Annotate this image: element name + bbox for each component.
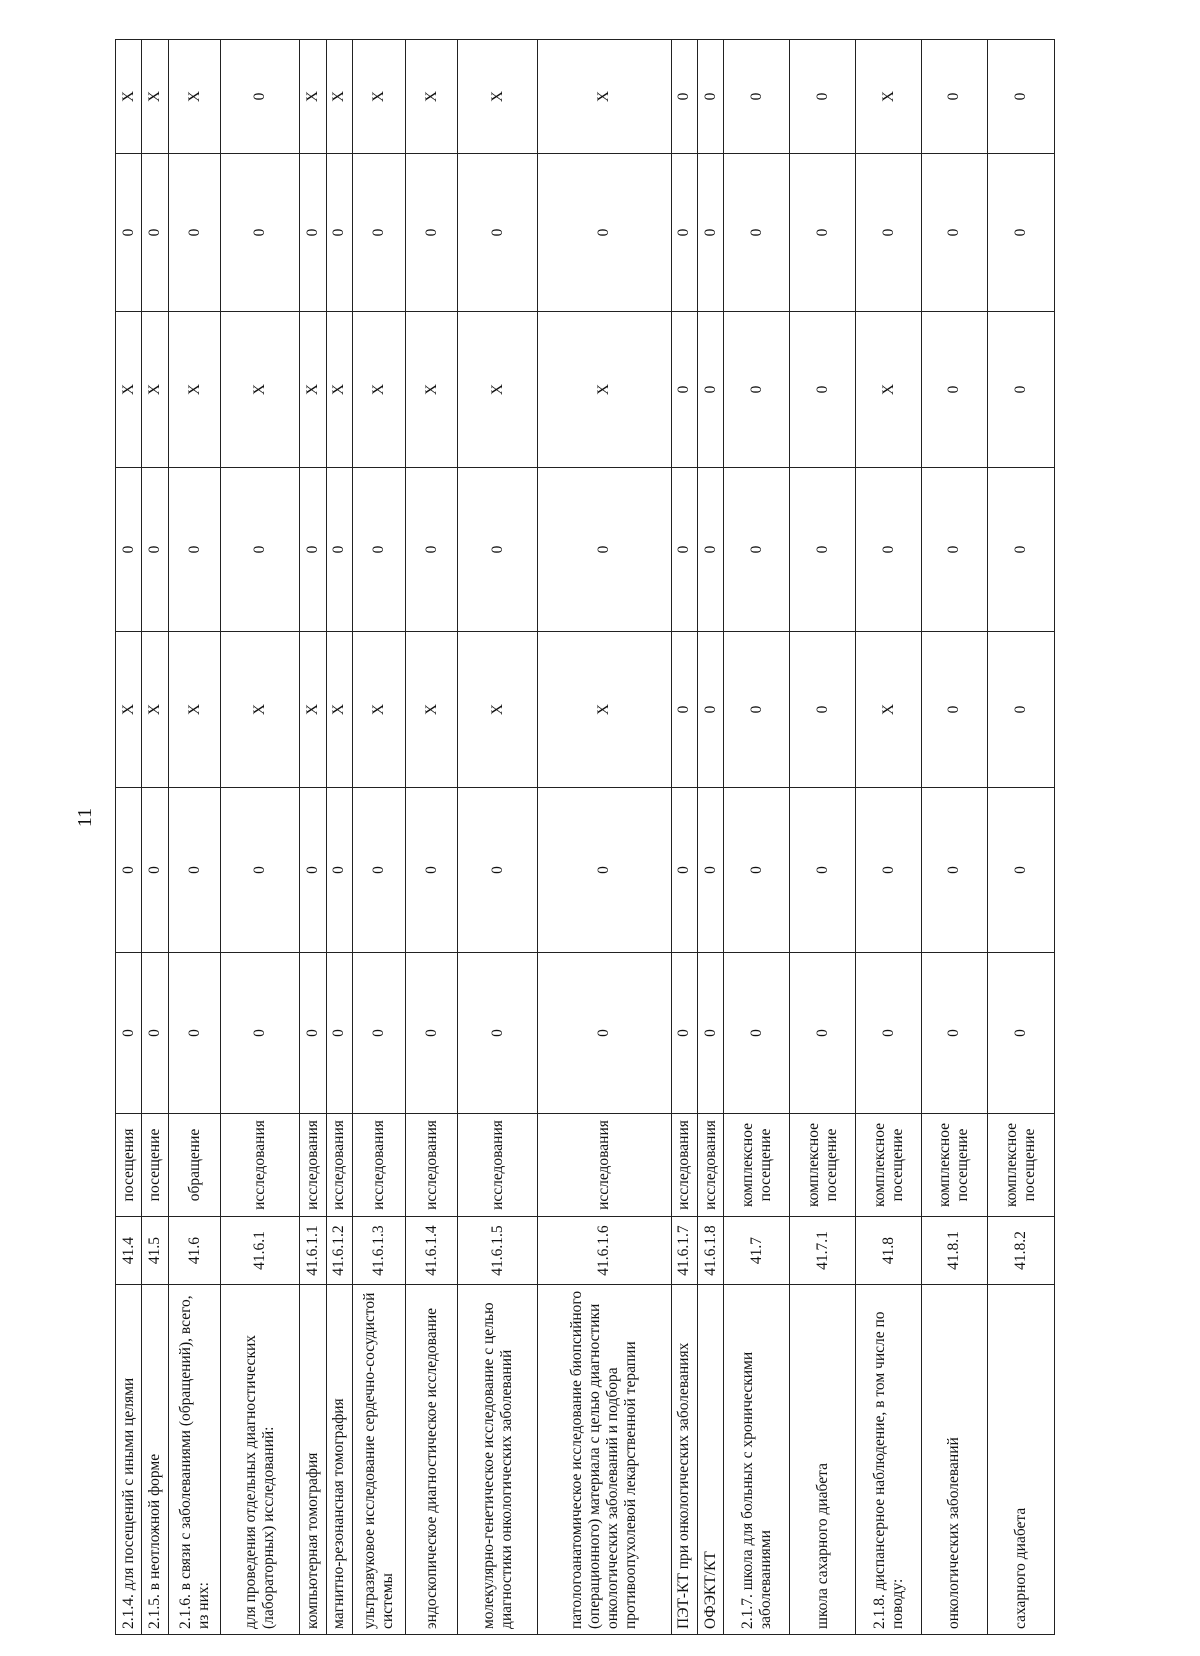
- value-cell: 0: [921, 40, 987, 154]
- value-cell: 0: [300, 788, 326, 953]
- value-cell: 0: [405, 953, 458, 1114]
- table-row: [724, 40, 790, 1635]
- value-cell: X: [221, 312, 300, 468]
- value-cell: 0: [326, 468, 352, 632]
- value-cell: 0: [458, 953, 537, 1114]
- value-cell: 0: [300, 154, 326, 312]
- value-cell: X: [300, 632, 326, 788]
- value-cell: 0: [353, 953, 406, 1114]
- value-cell: 0: [116, 154, 142, 312]
- row-name-cell: ПЭТ-КТ при онкологических заболеваниях: [671, 1285, 697, 1635]
- value-cell: X: [221, 632, 300, 788]
- value-cell: 0: [671, 468, 697, 632]
- table-row: [987, 40, 1054, 1635]
- value-cell: X: [856, 632, 922, 788]
- value-cell: X: [458, 632, 537, 788]
- value-cell: 0: [458, 788, 537, 953]
- value-cell: 0: [300, 468, 326, 632]
- value-cell: X: [326, 632, 352, 788]
- value-cell: X: [458, 40, 537, 154]
- row-code-cell: 41.8.2: [987, 1217, 1054, 1285]
- value-cell: 0: [221, 40, 300, 154]
- row-code-cell: 41.6.1.1: [300, 1217, 326, 1285]
- value-cell: 0: [671, 788, 697, 953]
- row-unit-cell: исследования: [405, 1114, 458, 1217]
- table-row: [168, 40, 221, 1635]
- value-cell: 0: [698, 154, 724, 312]
- value-cell: X: [168, 40, 221, 154]
- value-cell: 0: [698, 40, 724, 154]
- row-name-cell: компьютерная томография: [300, 1285, 326, 1635]
- row-unit-cell: исследования: [326, 1114, 352, 1217]
- value-cell: 0: [221, 468, 300, 632]
- table-row: [405, 40, 458, 1635]
- row-unit-cell: комплексное посещение: [921, 1114, 987, 1217]
- table-row: [921, 40, 987, 1635]
- row-code-cell: 41.6.1.8: [698, 1217, 724, 1285]
- row-code-cell: 41.8: [856, 1217, 922, 1285]
- value-cell: 0: [353, 154, 406, 312]
- table-row: [537, 40, 671, 1635]
- row-name-cell: для проведения отдельных диагностических (лабораторных) исследований:: [221, 1285, 300, 1635]
- value-cell: 0: [116, 788, 142, 953]
- value-cell: 0: [698, 788, 724, 953]
- table-row: [221, 40, 300, 1635]
- value-cell: 0: [921, 953, 987, 1114]
- row-unit-cell: исследования: [458, 1114, 537, 1217]
- value-cell: 0: [921, 788, 987, 953]
- value-cell: 0: [458, 154, 537, 312]
- value-cell: X: [300, 312, 326, 468]
- table-row: [326, 40, 352, 1635]
- value-cell: 0: [353, 788, 406, 953]
- row-name-cell: 2.1.8. диспансерное наблюдение, в том числе по поводу:: [856, 1285, 922, 1635]
- table-body: [116, 40, 1055, 1635]
- row-code-cell: 41.7.1: [790, 1217, 856, 1285]
- value-cell: 0: [724, 468, 790, 632]
- row-code-cell: 41.6.1.2: [326, 1217, 352, 1285]
- value-cell: 0: [116, 953, 142, 1114]
- value-cell: 0: [537, 468, 671, 632]
- value-cell: 0: [671, 953, 697, 1114]
- row-name-cell: 2.1.4. для посещений с иными целями: [116, 1285, 142, 1635]
- value-cell: 0: [698, 953, 724, 1114]
- row-name-cell: 2.1.5. в неотложной форме: [142, 1285, 168, 1635]
- row-name-cell: школа сахарного диабета: [790, 1285, 856, 1635]
- value-cell: 0: [671, 632, 697, 788]
- value-cell: 0: [326, 953, 352, 1114]
- value-cell: 0: [168, 154, 221, 312]
- value-cell: 0: [987, 154, 1054, 312]
- table-row: [353, 40, 406, 1635]
- row-unit-cell: исследования: [671, 1114, 697, 1217]
- value-cell: X: [458, 312, 537, 468]
- table-row: [300, 40, 326, 1635]
- row-code-cell: 41.6.1.6: [537, 1217, 671, 1285]
- value-cell: 0: [168, 953, 221, 1114]
- value-cell: 0: [724, 312, 790, 468]
- value-cell: 0: [790, 632, 856, 788]
- value-cell: 0: [790, 40, 856, 154]
- value-cell: 0: [671, 154, 697, 312]
- value-cell: 0: [221, 788, 300, 953]
- value-cell: 0: [921, 154, 987, 312]
- value-cell: 0: [353, 468, 406, 632]
- value-cell: 0: [116, 468, 142, 632]
- row-name-cell: онкологических заболеваний: [921, 1285, 987, 1635]
- row-code-cell: 41.6.1.3: [353, 1217, 406, 1285]
- row-name-cell: 2.1.7. школа для больных с хроническими заболеваниями: [724, 1285, 790, 1635]
- row-unit-cell: исследования: [698, 1114, 724, 1217]
- value-cell: 0: [142, 953, 168, 1114]
- row-name-cell: эндоскопическое диагностическое исследование: [405, 1285, 458, 1635]
- row-name-cell: ОФЭКТ/КТ: [698, 1285, 724, 1635]
- row-unit-cell: исследования: [353, 1114, 406, 1217]
- value-cell: X: [116, 312, 142, 468]
- row-code-cell: 41.6: [168, 1217, 221, 1285]
- value-cell: X: [353, 40, 406, 154]
- value-cell: X: [405, 632, 458, 788]
- value-cell: 0: [856, 468, 922, 632]
- value-cell: 0: [698, 468, 724, 632]
- value-cell: 0: [987, 312, 1054, 468]
- value-cell: 0: [790, 953, 856, 1114]
- value-cell: X: [168, 312, 221, 468]
- row-unit-cell: комплексное посещение: [790, 1114, 856, 1217]
- value-cell: X: [353, 312, 406, 468]
- row-code-cell: 41.7: [724, 1217, 790, 1285]
- value-cell: 0: [142, 468, 168, 632]
- row-unit-cell: исследования: [300, 1114, 326, 1217]
- value-cell: 0: [724, 154, 790, 312]
- value-cell: 0: [142, 154, 168, 312]
- value-cell: 0: [405, 154, 458, 312]
- value-cell: 0: [987, 40, 1054, 154]
- value-cell: X: [142, 312, 168, 468]
- value-cell: 0: [671, 312, 697, 468]
- row-unit-cell: посещение: [142, 1114, 168, 1217]
- value-cell: 0: [537, 788, 671, 953]
- value-cell: X: [326, 312, 352, 468]
- value-cell: 0: [790, 312, 856, 468]
- value-cell: 0: [168, 468, 221, 632]
- row-name-cell: 2.1.6. в связи с заболеваниями (обращений), всего, из них:: [168, 1285, 221, 1635]
- value-cell: 0: [921, 312, 987, 468]
- value-cell: 0: [326, 788, 352, 953]
- value-cell: 0: [537, 154, 671, 312]
- value-cell: 0: [142, 788, 168, 953]
- value-cell: X: [168, 632, 221, 788]
- row-name-cell: магнитно-резонансная томография: [326, 1285, 352, 1635]
- value-cell: X: [300, 40, 326, 154]
- value-cell: 0: [698, 312, 724, 468]
- table-row: [698, 40, 724, 1635]
- value-cell: X: [537, 632, 671, 788]
- value-cell: 0: [671, 40, 697, 154]
- value-cell: 0: [405, 788, 458, 953]
- value-cell: 0: [221, 953, 300, 1114]
- value-cell: 0: [458, 468, 537, 632]
- page-number: 11: [74, 807, 97, 828]
- value-cell: 0: [698, 632, 724, 788]
- value-cell: X: [537, 312, 671, 468]
- value-cell: X: [537, 40, 671, 154]
- value-cell: 0: [724, 40, 790, 154]
- table-row: [671, 40, 697, 1635]
- value-cell: X: [142, 40, 168, 154]
- value-cell: X: [353, 632, 406, 788]
- value-cell: 0: [724, 788, 790, 953]
- value-cell: 0: [856, 154, 922, 312]
- value-cell: 0: [921, 632, 987, 788]
- value-cell: 0: [987, 953, 1054, 1114]
- row-code-cell: 41.4: [116, 1217, 142, 1285]
- value-cell: X: [405, 312, 458, 468]
- value-cell: 0: [790, 154, 856, 312]
- table-row: [142, 40, 168, 1635]
- value-cell: X: [326, 40, 352, 154]
- row-code-cell: 41.6.1.7: [671, 1217, 697, 1285]
- value-cell: X: [116, 40, 142, 154]
- row-name-cell: ультразвуковое исследование сердечно-сосудистой системы: [353, 1285, 406, 1635]
- value-cell: 0: [856, 788, 922, 953]
- value-cell: 0: [987, 632, 1054, 788]
- table-row: [790, 40, 856, 1635]
- value-cell: 0: [790, 468, 856, 632]
- value-cell: X: [856, 40, 922, 154]
- value-cell: 0: [300, 953, 326, 1114]
- table-row: [458, 40, 537, 1635]
- value-cell: 0: [326, 154, 352, 312]
- row-code-cell: 41.6.1.5: [458, 1217, 537, 1285]
- row-name-cell: сахарного диабета: [987, 1285, 1054, 1635]
- value-cell: 0: [856, 953, 922, 1114]
- data-table: [115, 39, 1055, 1635]
- table-row: [116, 40, 142, 1635]
- value-cell: 0: [405, 468, 458, 632]
- row-unit-cell: комплексное посещение: [724, 1114, 790, 1217]
- value-cell: 0: [537, 953, 671, 1114]
- row-unit-cell: комплексное посещение: [987, 1114, 1054, 1217]
- row-unit-cell: исследования: [537, 1114, 671, 1217]
- row-code-cell: 41.6.1.4: [405, 1217, 458, 1285]
- row-code-cell: 41.5: [142, 1217, 168, 1285]
- value-cell: X: [405, 40, 458, 154]
- value-cell: 0: [987, 788, 1054, 953]
- row-unit-cell: комплексное посещение: [856, 1114, 922, 1217]
- value-cell: X: [116, 632, 142, 788]
- row-unit-cell: посещения: [116, 1114, 142, 1217]
- row-code-cell: 41.8.1: [921, 1217, 987, 1285]
- value-cell: 0: [724, 632, 790, 788]
- value-cell: X: [856, 312, 922, 468]
- rotated-table-container: [115, 40, 1055, 1635]
- value-cell: 0: [724, 953, 790, 1114]
- table-row: [856, 40, 922, 1635]
- row-unit-cell: исследования: [221, 1114, 300, 1217]
- value-cell: 0: [168, 788, 221, 953]
- value-cell: 0: [987, 468, 1054, 632]
- row-unit-cell: обращение: [168, 1114, 221, 1217]
- row-code-cell: 41.6.1: [221, 1217, 300, 1285]
- value-cell: 0: [921, 468, 987, 632]
- row-name-cell: патологоанатомическое исследование биопсийного (операционного) материала с целью диагностики онкологических заболеваний и подбора противоопухолевой лекарственной терапии: [537, 1285, 671, 1635]
- row-name-cell: молекулярно-генетическое исследование с целью диагностики онкологических заболеваний: [458, 1285, 537, 1635]
- value-cell: 0: [221, 154, 300, 312]
- value-cell: X: [142, 632, 168, 788]
- value-cell: 0: [790, 788, 856, 953]
